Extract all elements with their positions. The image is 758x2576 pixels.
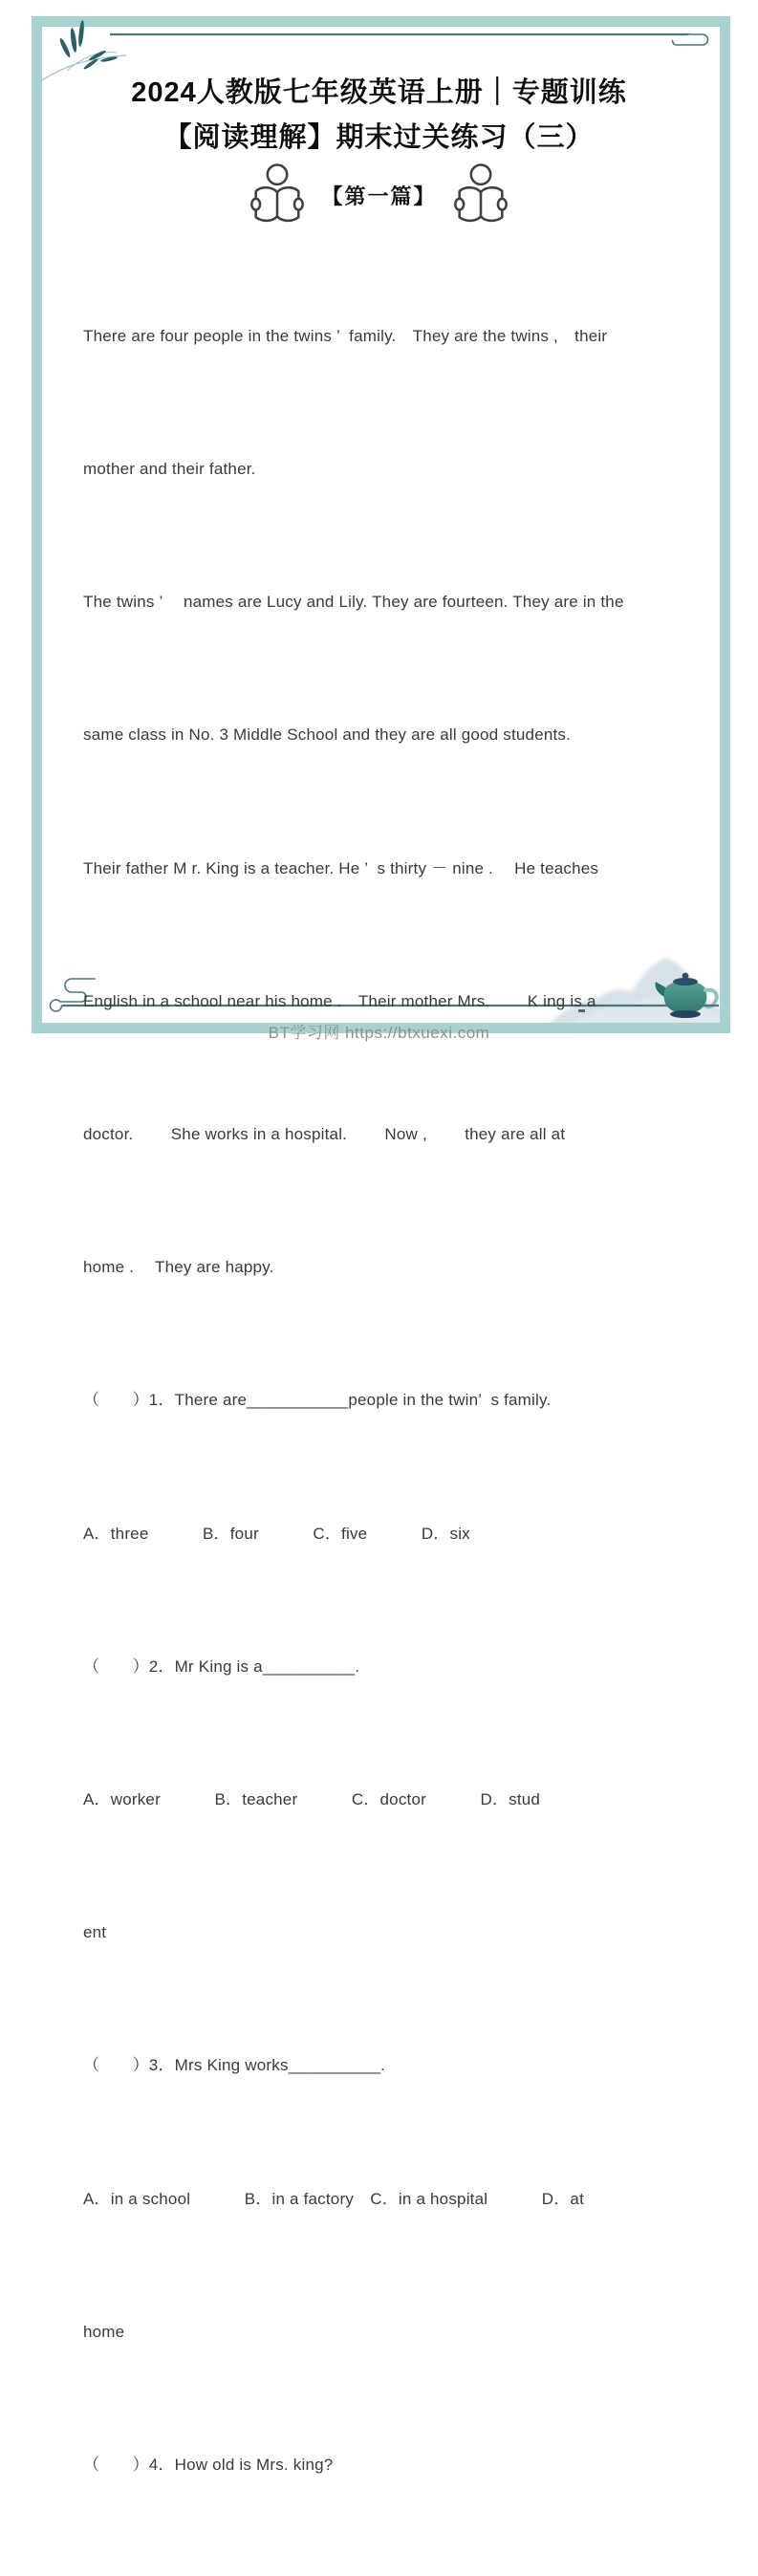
section-header — [0, 162, 758, 227]
question-3-options-line: A．in a school B．in a factory C．in a hospital D．at — [83, 2189, 585, 2208]
passage-line: home . They are happy. — [83, 1258, 274, 1277]
question-3-options-continuation: home — [83, 2322, 125, 2341]
reader-icon — [249, 163, 306, 227]
passage-line: English in a school near his home . Their mother Mrs. K ing is a — [83, 991, 596, 1010]
question-1-line: （ ）1．There are___________people in the twin’ s family. — [83, 1391, 552, 1410]
question-4-line: （ ）4．How old is Mrs. king? — [83, 2456, 334, 2475]
passage-line: There are four people in the twins ’ family. They are the twins , their — [83, 326, 608, 345]
passage-line: mother and their father. — [83, 460, 256, 479]
question-2-line: （ ）2．Mr King is a__________. — [83, 1656, 360, 1676]
passage-line: The twins ’ names are Lucy and Lily. They are fourteen. They are in the — [83, 593, 624, 612]
reader-icon — [452, 163, 509, 227]
question-3-line: （ ）3．Mrs King works__________. — [83, 2056, 386, 2075]
top-rule-curl-icon — [105, 27, 722, 52]
reading-passage — [83, 226, 714, 2576]
page-title-line2: 【阅读理解】期末过关练习（三） — [163, 122, 595, 153]
passage-line: same class in No. 3 Middle School and they are all good students. — [83, 725, 572, 745]
passage-line: doctor. She works in a hospital. Now , they are all at — [83, 1125, 566, 1144]
question-2-options-continuation: ent — [83, 1923, 107, 1942]
page-title — [0, 71, 758, 161]
section-label: 【第一篇】 — [321, 184, 437, 208]
page-title-line1: 2024人教版七年级英语上册｜专题训练 — [131, 77, 627, 108]
question-2-options-line: A．worker B．teacher C．doctor D．stud — [83, 1790, 541, 1809]
passage-line: Their father M r. King is a teacher. He ’ s thirty － nine . He teaches — [83, 858, 599, 877]
footer-watermark: BT学习网 https://btxuexi.com — [268, 1024, 490, 1042]
question-1-options-line: A．three B．four C．five D．six — [83, 1524, 470, 1543]
